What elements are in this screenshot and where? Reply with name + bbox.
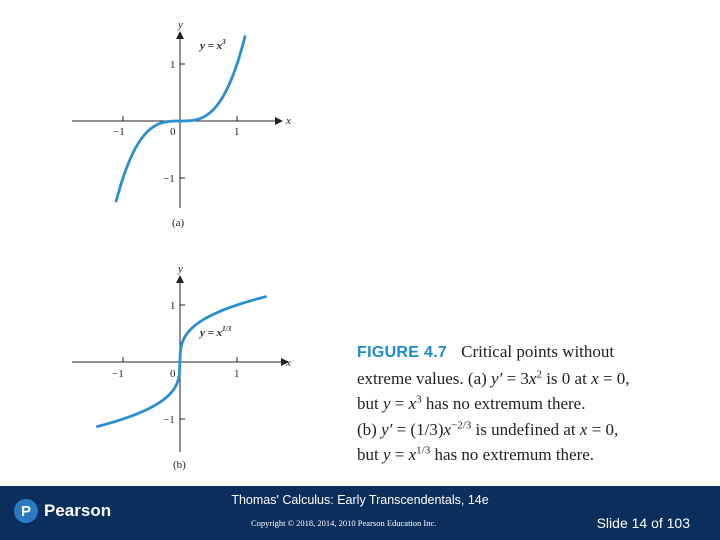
caption-line-4: (b) $y' = (1/3)x^{-2/3}$ is undefined at x = 0, [357, 418, 619, 439]
caption-line-5: but $y = x^{1/3}$ has no extremum there. [357, 444, 595, 464]
figure-b-tick-y-1: 1 [170, 300, 176, 312]
figure-b-curve-label: $y = x^{1/3}$ [200, 325, 232, 339]
pearson-logo-icon: P [14, 499, 38, 523]
pearson-logo-text: Pearson [44, 501, 112, 520]
figure-caption [357, 339, 707, 468]
figure-a-curve [116, 37, 245, 202]
footer-bar [0, 486, 720, 540]
figure-a-tick-y-neg1: −1 [163, 173, 175, 185]
figure-b-tick-x-neg1: −1 [112, 368, 124, 380]
figure-a-tick-x-neg1: −1 [113, 126, 125, 138]
book-title: Thomas' Calculus: Early Transcendentals, 14e [231, 493, 489, 507]
caption-line-1: FIGURE 4.7 Critical points without [357, 342, 615, 361]
copyright-text: Copyright © 2018, 2014, 2010 Pearson Education Inc. [251, 518, 437, 528]
caption-line-2: extreme values. (a) $y' = 3x^2$ is 0 at x = 0, [357, 367, 630, 388]
figure-a-tick-y-1: 1 [170, 59, 176, 71]
figure-a-tick-x-0: 0 [170, 126, 176, 138]
slide-number: Slide 14 of 103 [596, 515, 690, 531]
figure-number: FIGURE 4.7 [357, 344, 448, 361]
figure-a-tick-x-1: 1 [234, 126, 240, 138]
figure-b-x-label: x [286, 357, 291, 369]
figure-a-curve-label: $y = x^3$ [200, 38, 226, 52]
figure-b-panel-label: (b) [173, 459, 186, 471]
figure-b-tick-x-1: 1 [234, 368, 240, 380]
figure-a-panel-label: (a) [172, 217, 185, 229]
caption-line-3: but $y = x^3$ has no extremum there. [357, 393, 586, 413]
figure-b-tick-x-0: 0 [170, 368, 176, 380]
figure-a-x-label: x [286, 115, 291, 127]
figure-b-tick-y-neg1: −1 [163, 414, 175, 426]
figure-b-y-label: y [178, 263, 183, 275]
figure-a-y-label: y [178, 19, 183, 31]
